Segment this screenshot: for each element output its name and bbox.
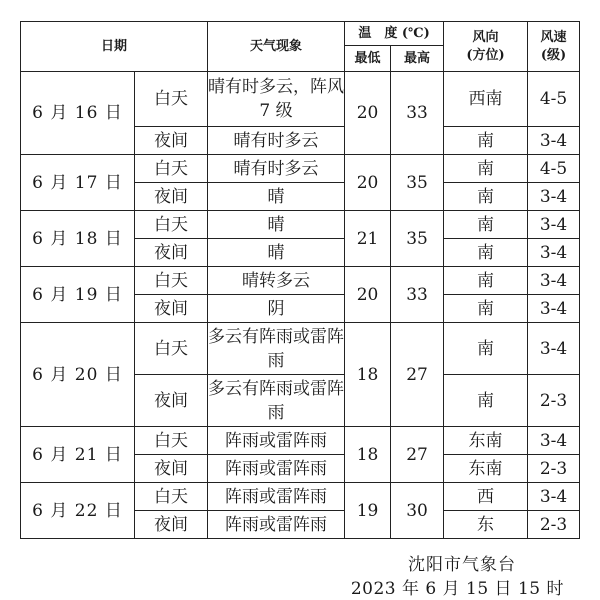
min-temp-cell: 20 bbox=[345, 267, 391, 323]
wind-dir-night: 南 bbox=[444, 239, 528, 267]
min-temp-cell: 21 bbox=[345, 211, 391, 267]
period-label-night: 夜间 bbox=[135, 295, 208, 323]
date-cell: 6 月 18 日 bbox=[21, 211, 135, 267]
weather-day: 晴 bbox=[208, 211, 345, 239]
period-label-night: 夜间 bbox=[135, 127, 208, 155]
weather-day: 晴转多云 bbox=[208, 267, 345, 295]
period-label-day: 白天 bbox=[135, 427, 208, 455]
weather-day: 多云有阵雨或雷阵雨 bbox=[208, 323, 345, 375]
period-label-night: 夜间 bbox=[135, 375, 208, 427]
table-row-day bbox=[21, 72, 580, 127]
header-wind-direction-title: 风向 bbox=[472, 29, 499, 45]
header-wind-speed bbox=[528, 22, 580, 72]
wind-speed-day: 4-5 bbox=[528, 72, 580, 127]
header-wind-speed-sub: (级) bbox=[540, 47, 567, 63]
wind-dir-night: 东南 bbox=[444, 455, 528, 483]
table-row-day bbox=[21, 427, 580, 455]
wind-speed-night: 3-4 bbox=[528, 295, 580, 323]
weather-day: 阵雨或雷阵雨 bbox=[208, 483, 345, 511]
wind-dir-day: 南 bbox=[444, 323, 528, 375]
wind-speed-night: 3-4 bbox=[528, 239, 580, 267]
period-label-day: 白天 bbox=[135, 267, 208, 295]
period-label-night: 夜间 bbox=[135, 183, 208, 211]
table-row-day bbox=[21, 155, 580, 183]
period-label-day: 白天 bbox=[135, 155, 208, 183]
period-label-night: 夜间 bbox=[135, 239, 208, 267]
header-min-temp: 最低 bbox=[345, 46, 391, 72]
date-cell: 6 月 20 日 bbox=[21, 323, 135, 427]
header-wind-speed-title: 风速 bbox=[540, 29, 567, 45]
date-cell: 6 月 19 日 bbox=[21, 267, 135, 323]
wind-dir-night: 南 bbox=[444, 127, 528, 155]
weather-day: 晴有时多云 bbox=[208, 155, 345, 183]
weather-night: 晴 bbox=[208, 183, 345, 211]
weather-night: 阴 bbox=[208, 295, 345, 323]
wind-dir-night: 南 bbox=[444, 183, 528, 211]
period-label-day: 白天 bbox=[135, 323, 208, 375]
weather-night: 多云有阵雨或雷阵雨 bbox=[208, 375, 345, 427]
date-cell: 6 月 17 日 bbox=[21, 155, 135, 211]
wind-speed-night: 3-4 bbox=[528, 183, 580, 211]
wind-speed-day: 3-4 bbox=[528, 323, 580, 375]
min-temp-cell: 19 bbox=[345, 483, 391, 539]
header-temperature: 温 度 (℃) bbox=[345, 22, 444, 46]
max-temp-cell: 33 bbox=[391, 267, 444, 323]
table-body bbox=[21, 72, 580, 539]
table-header bbox=[21, 22, 580, 72]
issuing-office: 沈阳市气象台 bbox=[408, 555, 516, 575]
wind-dir-day: 东南 bbox=[444, 427, 528, 455]
period-label-night: 夜间 bbox=[135, 455, 208, 483]
period-label-night: 夜间 bbox=[135, 511, 208, 539]
wind-speed-night: 3-4 bbox=[528, 127, 580, 155]
max-temp-cell: 35 bbox=[391, 211, 444, 267]
table-row-day bbox=[21, 267, 580, 295]
wind-dir-day: 西 bbox=[444, 483, 528, 511]
min-temp-cell: 18 bbox=[345, 427, 391, 483]
wind-speed-day: 3-4 bbox=[528, 267, 580, 295]
weather-night: 阵雨或雷阵雨 bbox=[208, 455, 345, 483]
date-cell: 6 月 22 日 bbox=[21, 483, 135, 539]
period-label-day: 白天 bbox=[135, 72, 208, 127]
forecast-table bbox=[20, 21, 580, 539]
wind-dir-day: 南 bbox=[444, 267, 528, 295]
weather-night: 晴 bbox=[208, 239, 345, 267]
period-label-day: 白天 bbox=[135, 211, 208, 239]
max-temp-cell: 33 bbox=[391, 72, 444, 155]
table-row-day bbox=[21, 323, 580, 375]
weather-night: 晴有时多云 bbox=[208, 127, 345, 155]
wind-dir-night: 南 bbox=[444, 375, 528, 427]
min-temp-cell: 20 bbox=[345, 155, 391, 211]
table-row-day bbox=[21, 211, 580, 239]
header-phenomenon: 天气现象 bbox=[208, 22, 345, 72]
date-cell: 6 月 16 日 bbox=[21, 72, 135, 155]
header-max-temp: 最高 bbox=[391, 46, 444, 72]
weather-day: 阵雨或雷阵雨 bbox=[208, 427, 345, 455]
wind-speed-day: 3-4 bbox=[528, 483, 580, 511]
header-wind-direction bbox=[444, 22, 528, 72]
max-temp-cell: 30 bbox=[391, 483, 444, 539]
max-temp-cell: 27 bbox=[391, 427, 444, 483]
wind-speed-day: 4-5 bbox=[528, 155, 580, 183]
max-temp-cell: 27 bbox=[391, 323, 444, 427]
wind-speed-day: 3-4 bbox=[528, 211, 580, 239]
header-date: 日期 bbox=[21, 22, 208, 72]
wind-speed-night: 2-3 bbox=[528, 375, 580, 427]
weather-night: 阵雨或雷阵雨 bbox=[208, 511, 345, 539]
header-wind-direction-sub: (方位) bbox=[466, 47, 505, 63]
wind-dir-day: 南 bbox=[444, 155, 528, 183]
table-row-day bbox=[21, 483, 580, 511]
wind-dir-day: 南 bbox=[444, 211, 528, 239]
min-temp-cell: 18 bbox=[345, 323, 391, 427]
wind-speed-day: 3-4 bbox=[528, 427, 580, 455]
wind-dir-night: 东 bbox=[444, 511, 528, 539]
issue-time: 2023 年 6 月 15 日 15 时 bbox=[350, 579, 564, 599]
period-label-day: 白天 bbox=[135, 483, 208, 511]
min-temp-cell: 20 bbox=[345, 72, 391, 155]
wind-dir-day: 西南 bbox=[444, 72, 528, 127]
wind-dir-night: 南 bbox=[444, 295, 528, 323]
wind-speed-night: 2-3 bbox=[528, 455, 580, 483]
wind-speed-night: 2-3 bbox=[528, 511, 580, 539]
weather-day: 晴有时多云，阵风 7 级 bbox=[208, 72, 345, 127]
max-temp-cell: 35 bbox=[391, 155, 444, 211]
date-cell: 6 月 21 日 bbox=[21, 427, 135, 483]
